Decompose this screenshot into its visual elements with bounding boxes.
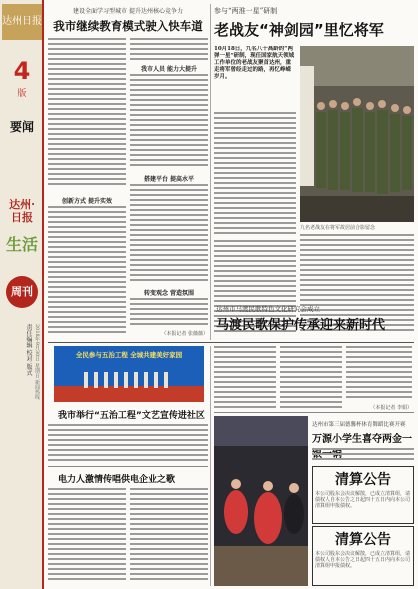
article-body: [48, 488, 126, 586]
article-subhead: 我市人员 能力大提升: [140, 66, 198, 73]
article-headline: 我市继续教育模式驶入快车道: [53, 19, 203, 33]
column-divider: [210, 4, 211, 340]
article-body: [48, 206, 126, 336]
section-divider: [48, 342, 414, 343]
notice-body: 本公司股东会决议解散，已成立清算组，请债权人自本公告之日起四十五日内向本公司清算组申报债权。: [315, 551, 411, 569]
article-veterans: [214, 4, 414, 340]
article-body: [130, 184, 208, 284]
contact-info: 2018年9月30日 星期日 新闻热线: [34, 324, 40, 400]
article-headline: 万源小学生喜夺两金一: [312, 434, 412, 445]
photo-dance: [214, 416, 308, 586]
deco-calligraphy-green: 生活: [5, 235, 38, 254]
article-body: [130, 488, 208, 586]
photo-veterans: [300, 46, 414, 222]
article-lead: 10月18日，九名八十高龄的“两弹一星”研制，现任国家航天领域工作单位的老战友聚首达州，重走将军曾经走过的路，再忆峥嵘岁月。: [214, 46, 295, 80]
photo-veterans-image: [300, 46, 414, 222]
banner-text: 全民参与五治工程 全城共建美好家园: [75, 351, 183, 359]
legal-notice: [312, 466, 414, 524]
edition-number: 4: [13, 57, 31, 85]
article-body: [214, 346, 276, 410]
notice-title: 清算公告: [335, 532, 391, 548]
column-divider: [210, 346, 211, 586]
article-headline: 马渡民歌保护传承迎来新时代: [216, 318, 386, 333]
photo-dance-image: [214, 416, 308, 586]
section-label: 要闻: [9, 120, 34, 134]
article-headline: 老战友“神剑园”里忆将军: [214, 21, 384, 39]
round-badge: 周刊: [6, 276, 38, 308]
article-kicker: 参与“两淮一星”研制: [214, 7, 278, 15]
article-body: [346, 346, 412, 404]
photo-caption: 九名老战友在将军故居前合影留念: [300, 225, 376, 231]
article-kicker: 达州市马渡民歌特色文化研究会成立: [216, 305, 320, 313]
deco-calligraphy-red: 达州·日报: [9, 198, 35, 224]
article-subhead: 转变观念 营造氛围: [143, 290, 195, 297]
article-headline: 我市举行“五治工程”文艺宣传进社区: [58, 411, 205, 421]
article-body: [312, 448, 414, 464]
article-subhead: 创新方式 提升实效: [61, 198, 113, 205]
article-body: [48, 38, 126, 190]
article-headline: 电力人激情传唱供电企业之歌: [58, 475, 176, 485]
article-byline: （本报记者 李娟）: [370, 405, 412, 411]
article-kicker: 建设全面学习型城市 提升达州核心竞争力: [73, 8, 183, 15]
article-continuing-education: [48, 4, 208, 340]
article-body: [130, 74, 208, 170]
article-body: [280, 346, 342, 410]
newspaper-logo: 达州日报: [2, 4, 42, 40]
article-subhead: 搭建平台 提高水平: [143, 176, 195, 183]
notice-body: 本公司股东会决议解散，已成立清算组，请债权人自本公告之日起四十五日内向本公司清算组申报债权。: [315, 491, 411, 509]
edition-label: 版: [17, 89, 27, 99]
article-divider: [214, 412, 414, 413]
article-byline: （本报记者 张薇薇）: [161, 331, 208, 337]
article-body: [130, 38, 208, 62]
article-divider: [48, 466, 208, 467]
article-body: [214, 112, 296, 236]
article-kicker: 达州市第三届德馨杯体育舞蹈比赛开赛: [312, 422, 406, 428]
editor-info: 责任编辑 校对 版式: [25, 324, 32, 376]
legal-notice: [312, 526, 414, 586]
notice-title: 清算公告: [335, 472, 391, 488]
article-body: [48, 424, 208, 464]
photo-five-governance: [54, 346, 204, 402]
article-body: [130, 298, 208, 328]
